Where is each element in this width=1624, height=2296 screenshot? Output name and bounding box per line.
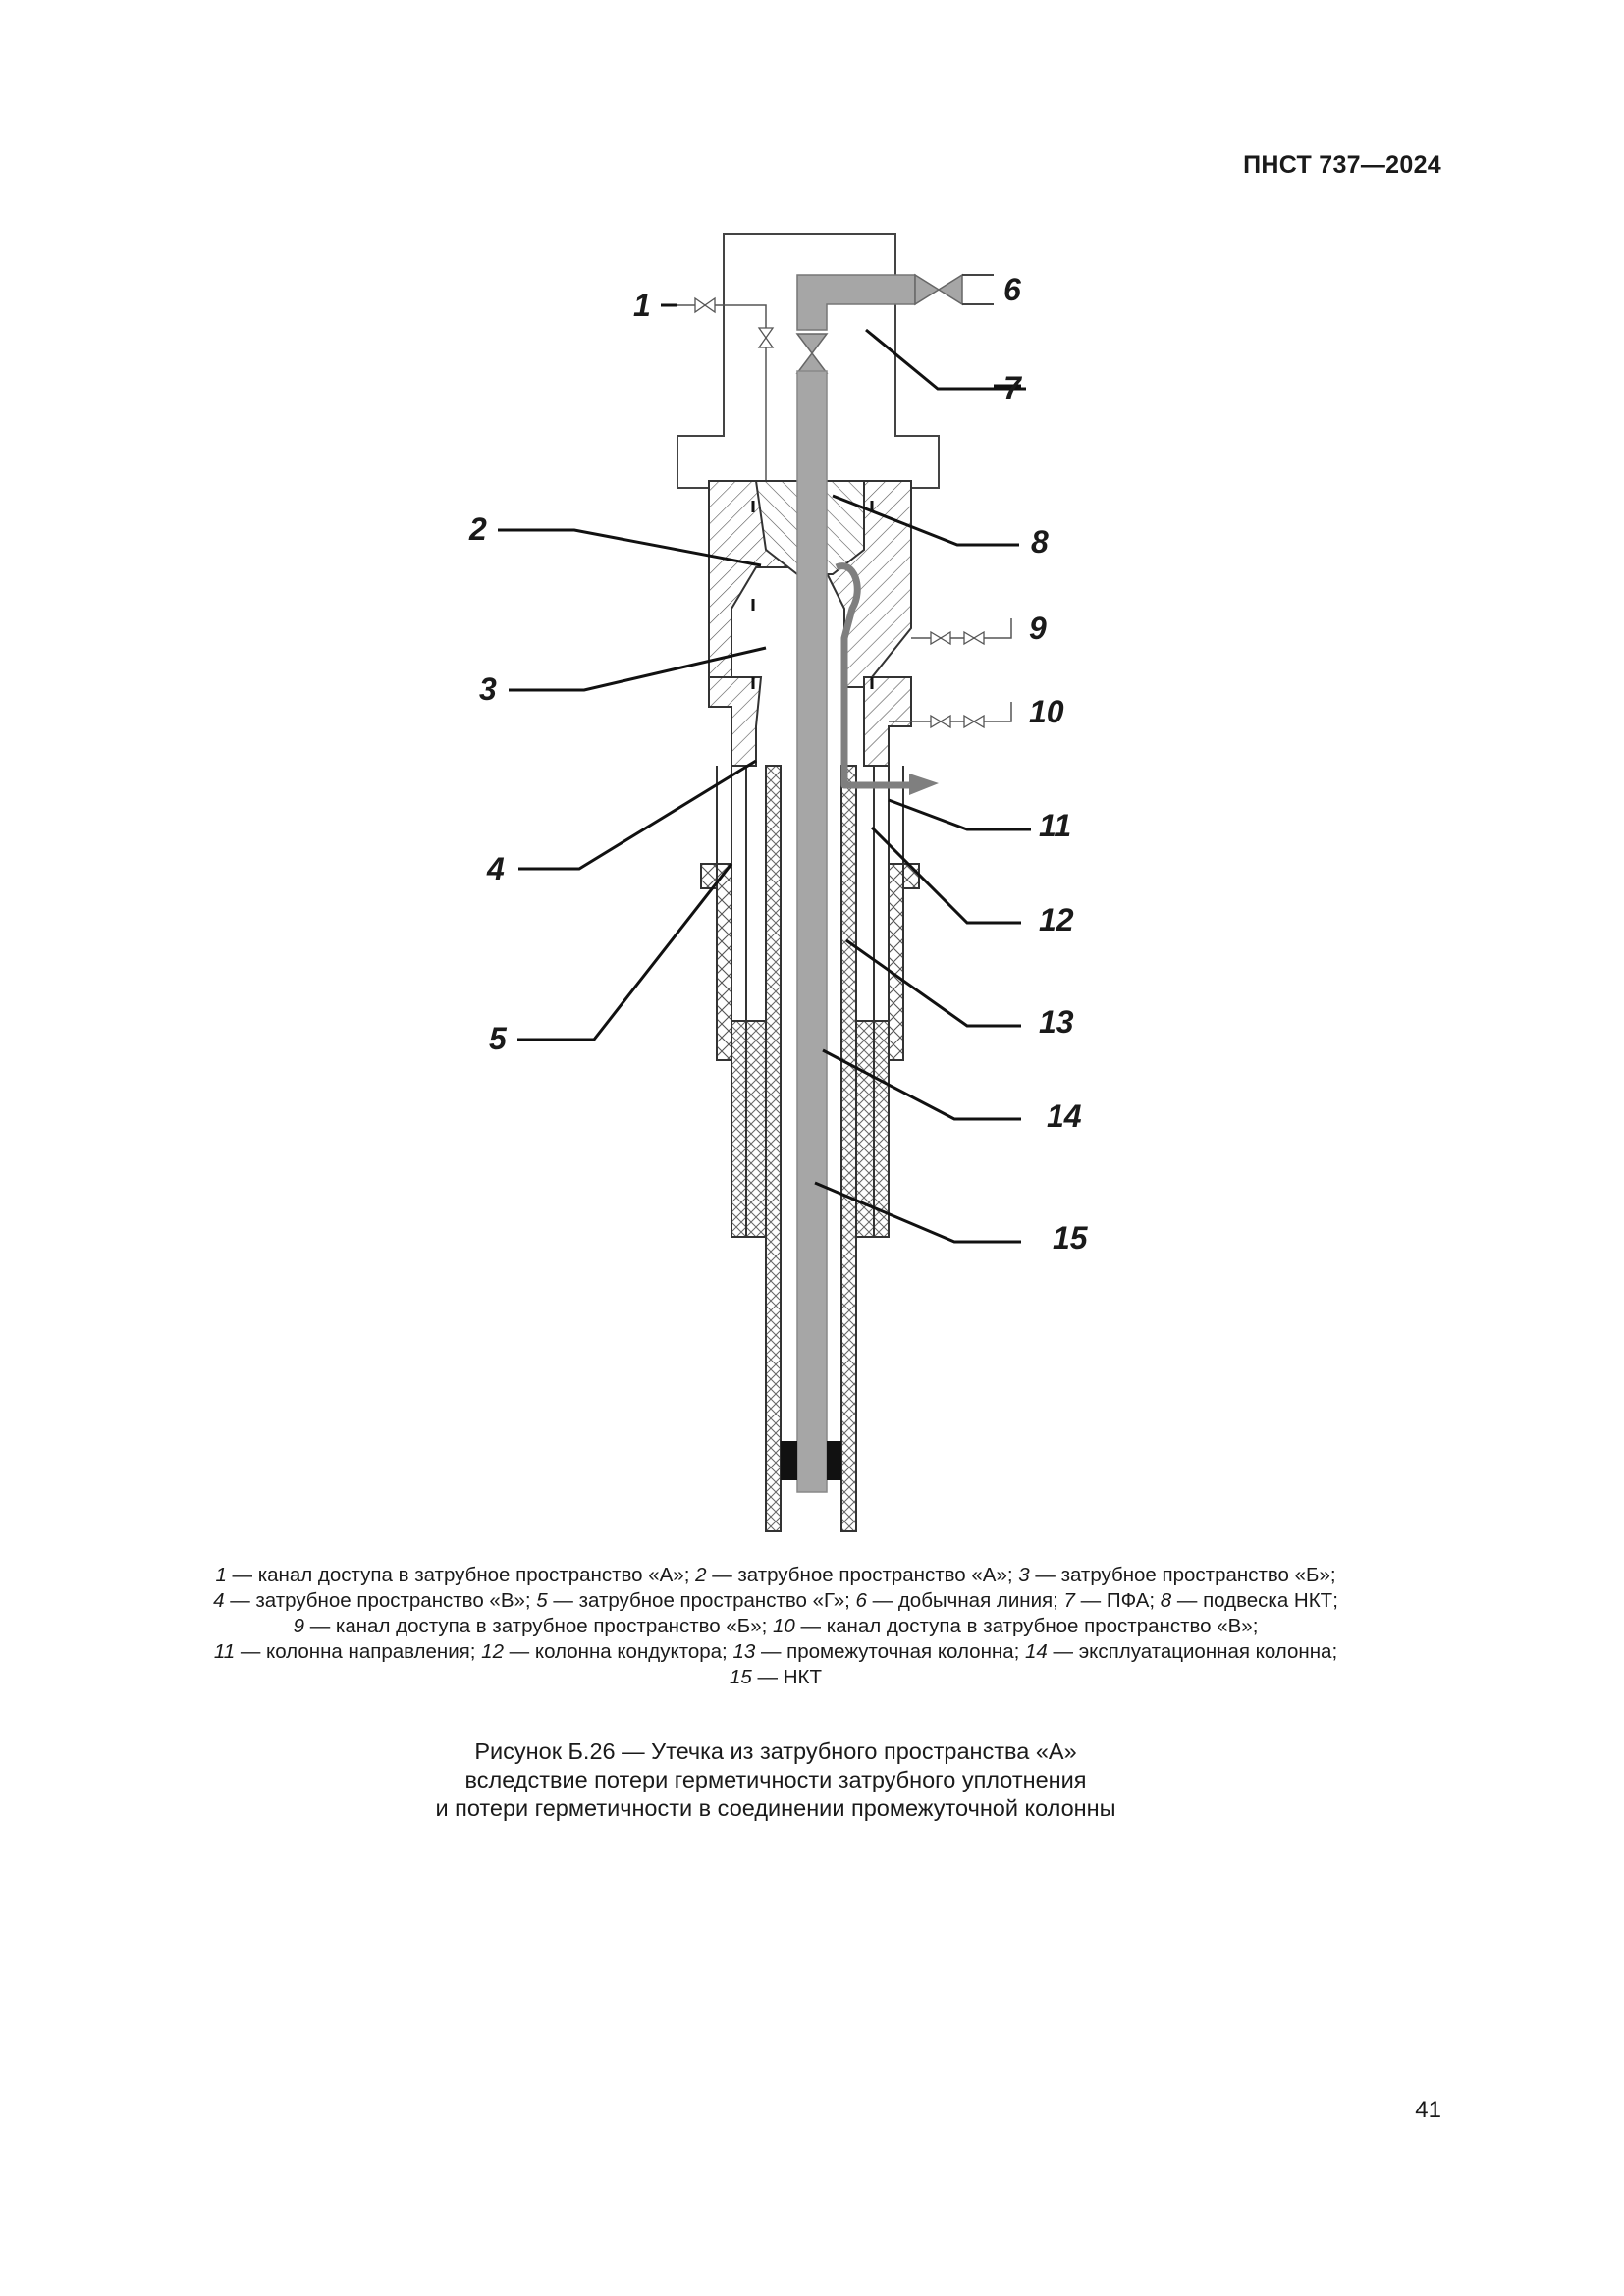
callout-11: 11 (1039, 808, 1072, 843)
legend-item-text: — НКТ (751, 1666, 822, 1688)
caption-line-3: и потери герметичности в соединении промежуточной колонны (435, 1795, 1116, 1821)
caption-line-1: Рисунок Б.26 — Утечка из затрубного пространства «А» (474, 1738, 1077, 1764)
legend-item-text: — эксплуатационная колонна; (1047, 1640, 1338, 1663)
access-valve-1 (695, 298, 715, 312)
legend-item-text: — канал доступа в затрубное пространство «В»; (794, 1615, 1259, 1637)
casing-12-right (874, 766, 889, 1021)
legend-item-number: 9 (293, 1615, 305, 1637)
callout-2: 2 (469, 511, 487, 547)
legend-item-text: — ПФА; (1074, 1589, 1161, 1612)
production-casing-right (841, 766, 856, 1531)
cement-right (874, 1021, 889, 1237)
legend-item-text: — добычная линия; (866, 1589, 1064, 1612)
legend-item-number: 14 (1025, 1640, 1048, 1663)
legend-item-text: — колонна направления; (235, 1640, 482, 1663)
legend-item-number: 11 (213, 1640, 236, 1663)
leak-arrowhead (909, 774, 939, 795)
callout-10: 10 (1029, 694, 1064, 729)
production-outlet (962, 275, 994, 304)
production-casing-left (766, 766, 781, 1531)
legend-line (137, 1614, 1414, 1639)
legend-item-number: 5 (536, 1589, 548, 1612)
casing-12-left (731, 766, 746, 1021)
callout-13: 13 (1039, 1004, 1074, 1040)
casing-head-left (709, 677, 761, 766)
callout-15: 15 (1053, 1220, 1088, 1255)
cement-left (731, 1021, 746, 1237)
production-valve (915, 275, 962, 304)
callout-3: 3 (479, 671, 497, 707)
legend-item-number: 8 (1160, 1589, 1172, 1612)
tubing (797, 371, 827, 1492)
legend-item-text: — подвеска НКТ; (1171, 1589, 1338, 1612)
legend-item-number: 3 (1018, 1564, 1030, 1586)
figure-legend (137, 1563, 1414, 1690)
legend-item-text: — затрубное пространство «Г»; (547, 1589, 856, 1612)
legend-item-number: 13 (732, 1640, 756, 1663)
legend-line (137, 1588, 1414, 1614)
legend-item-text: — затрубное пространство «В»; (224, 1589, 537, 1612)
packer-right (827, 1441, 841, 1480)
legend-item-number: 1 (215, 1564, 227, 1586)
document-code: ПНСТ 737—2024 (1243, 151, 1441, 179)
legend-line (137, 1639, 1414, 1665)
legend-item-number: 15 (730, 1666, 752, 1688)
callout-5: 5 (489, 1021, 507, 1056)
callout-14: 14 (1047, 1098, 1082, 1134)
legend-item-number: 2 (695, 1564, 707, 1586)
legend-line (137, 1563, 1414, 1588)
legend-item-text: — канал доступа в затрубное пространство «Б»; (304, 1615, 774, 1637)
intermediate-casing-left (746, 1021, 766, 1237)
callout-7: 7 (1003, 370, 1021, 405)
callout-6: 6 (1003, 272, 1021, 307)
legend-item-text: — затрубное пространство «А»; (706, 1564, 1019, 1586)
access-line-9 (911, 618, 1011, 638)
callout-9: 9 (1029, 611, 1047, 646)
legend-item-text: — канал доступа в затрубное пространство «А»; (226, 1564, 696, 1586)
callout-8: 8 (1031, 524, 1049, 560)
legend-item-number: 10 (773, 1615, 795, 1637)
legend-item-text: — колонна кондуктора; (503, 1640, 733, 1663)
legend-item-number: 6 (855, 1589, 867, 1612)
figure-caption (137, 1737, 1414, 1823)
callout-12: 12 (1039, 902, 1074, 937)
legend-item-number: 7 (1063, 1589, 1075, 1612)
callout-4: 4 (487, 851, 505, 886)
legend-item-number: 12 (481, 1640, 504, 1663)
legend-item-text: — промежуточная колонна; (755, 1640, 1026, 1663)
packer-left (781, 1441, 797, 1480)
page-number: 41 (1415, 2097, 1441, 2123)
legend-line (137, 1665, 1414, 1690)
callout-1: 1 (633, 288, 651, 323)
caption-line-2: вследствие потери герметичности затрубного уплотнения (464, 1767, 1087, 1792)
legend-item-number: 4 (213, 1589, 225, 1612)
legend-item-text: — затрубное пространство «Б»; (1029, 1564, 1336, 1586)
